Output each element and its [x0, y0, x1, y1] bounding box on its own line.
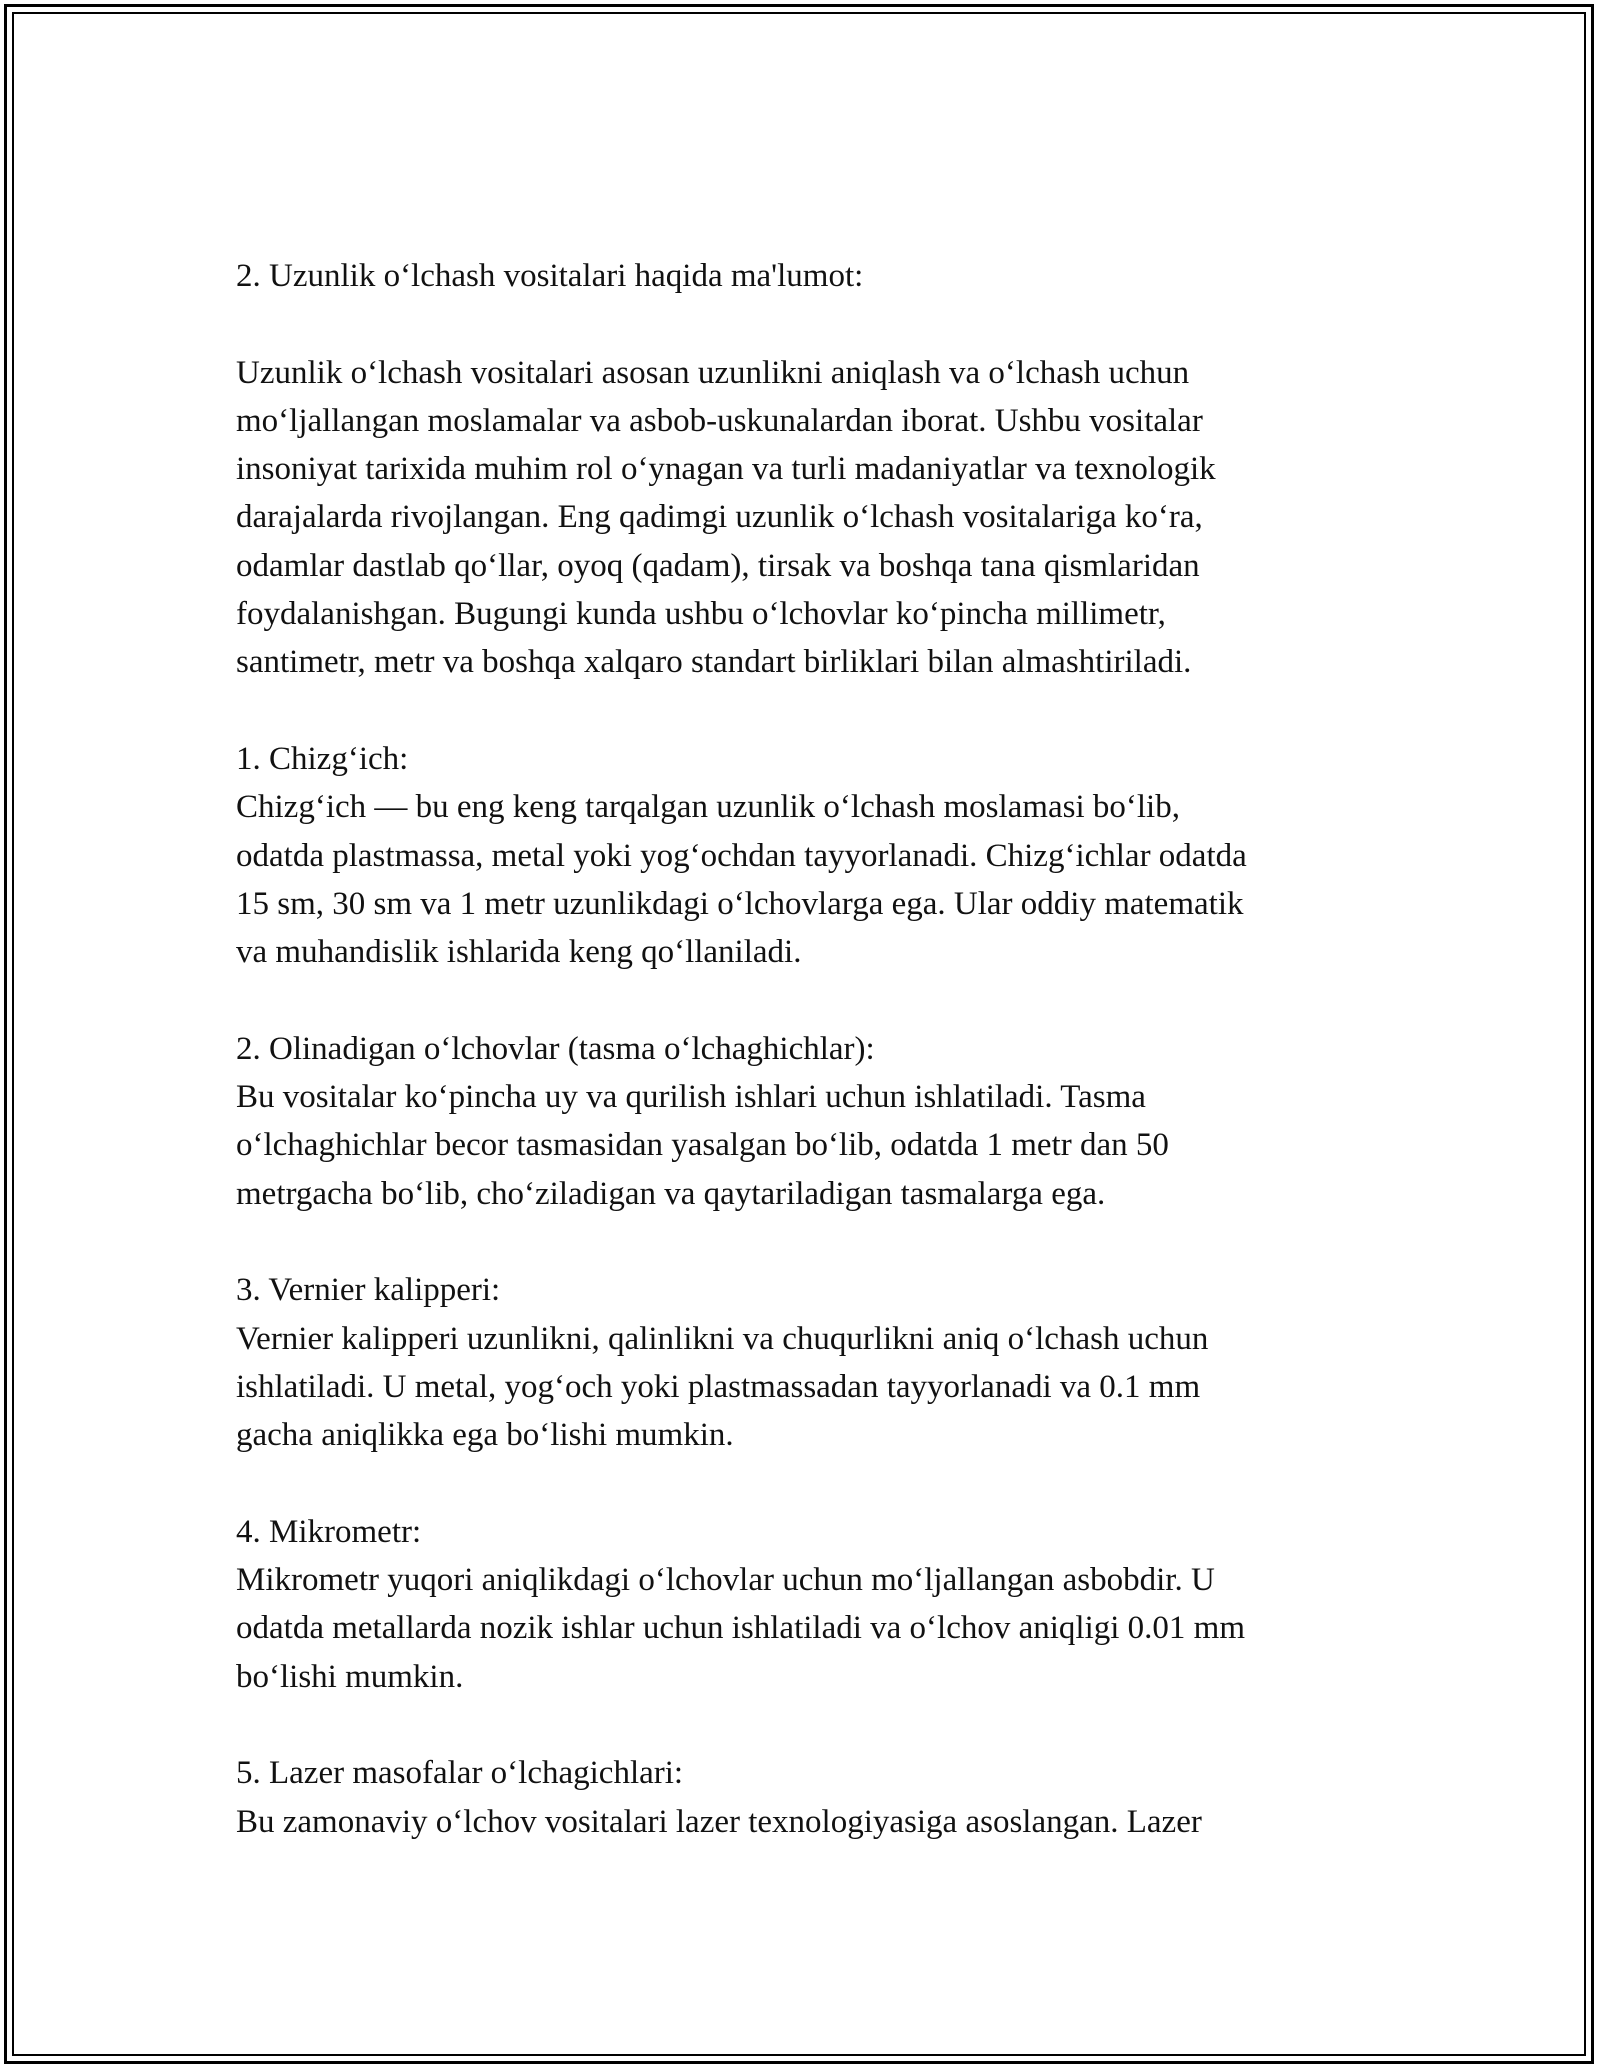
section-tape-measure [236, 1025, 1376, 1218]
text-line: Bu vositalar ko‘pincha uy va qurilish ishlari uchun ishlatiladi. Tasma [236, 1079, 1146, 1116]
section-micrometer [236, 1508, 1376, 1701]
paragraph-gap [236, 300, 1376, 348]
text-line: 15 sm, 30 sm va 1 metr uzunlikdagi o‘lchovlarga ega. Ular oddiy matematik [236, 885, 1244, 922]
text-line: gacha aniqlikka ega bo‘lishi mumkin. [236, 1417, 734, 1454]
section-laser-rangefinder [236, 1749, 1376, 1846]
paragraph-gap [236, 1459, 1376, 1507]
section-ruler [236, 735, 1376, 976]
document-body [236, 252, 1376, 1846]
text-line: Uzunlik o‘lchash vositalari asosan uzunlikni aniqlash va o‘lchash uchun [236, 354, 1190, 391]
text-line: insoniyat tarixida muhim rol o‘ynagan va turli madaniyatlar va texnologik [236, 451, 1216, 488]
paragraph-gap [236, 1701, 1376, 1749]
text-line: odatda plastmassa, metal yoki yog‘ochdan tayyorlanadi. Chizg‘ichlar odatda [236, 837, 1247, 874]
intro-paragraph [236, 349, 1376, 687]
text-line: odamlar dastlab qo‘llar, oyoq (qadam), tirsak va boshqa tana qismlaridan [236, 547, 1200, 584]
document-heading: 2. Uzunlik o‘lchash vositalari haqida ma'lumot: [236, 258, 864, 294]
text-line: ishlatiladi. U metal, yog‘och yoki plastmassadan tayyorlanadi va 0.1 mm [236, 1368, 1201, 1405]
text-line: darajalarda rivojlangan. Eng qadimgi uzunlik o‘lchash vositalariga ko‘ra, [236, 499, 1203, 536]
text-line: odatda metallarda nozik ishlar uchun ishlatiladi va o‘lchov aniqligi 0.01 mm [236, 1610, 1245, 1647]
text-line: Vernier kalipperi uzunlikni, qalinlikni va chuqurlikni aniq o‘lchash uchun [236, 1320, 1209, 1357]
section-title: 4. Mikrometr: [236, 1513, 422, 1550]
text-line: bo‘lishi mumkin. [236, 1658, 464, 1695]
section-title: 2. Olinadigan o‘lchovlar (tasma o‘lchaghichlar): [236, 1030, 875, 1067]
text-line: va muhandislik ishlarida keng qo‘llaniladi. [236, 934, 802, 971]
text-line: Mikrometr yuqori aniqlikdagi o‘lchovlar uchun mo‘ljallangan asbobdir. U [236, 1562, 1215, 1599]
section-title: 3. Vernier kalipperi: [236, 1272, 501, 1309]
paragraph-gap [236, 1218, 1376, 1266]
section-title: 5. Lazer masofalar o‘lchagichlari: [236, 1755, 684, 1792]
text-line: santimetr, metr va boshqa xalqaro standart birliklari bilan almashtiriladi. [236, 644, 1192, 681]
text-line: foydalanishgan. Bugungi kunda ushbu o‘lchovlar ko‘pincha millimetr, [236, 596, 1166, 633]
text-line: metrgacha bo‘lib, cho‘ziladigan va qaytariladigan tasmalarga ega. [236, 1175, 1106, 1212]
section-title: 1. Chizg‘ich: [236, 740, 409, 777]
text-line: Bu zamonaviy o‘lchov vositalari lazer texnologiyasiga asoslangan. Lazer [236, 1803, 1202, 1840]
paragraph-gap [236, 687, 1376, 735]
paragraph-gap [236, 976, 1376, 1024]
text-line: o‘lchaghichlar becor tasmasidan yasalgan bo‘lib, odatda 1 metr dan 50 [236, 1127, 1169, 1164]
text-line: Chizg‘ich — bu eng keng tarqalgan uzunlik o‘lchash moslamasi bo‘lib, [236, 789, 1180, 826]
section-vernier-caliper [236, 1266, 1376, 1459]
text-line: mo‘ljallangan moslamalar va asbob-uskunalardan iborat. Ushbu vositalar [236, 402, 1203, 439]
